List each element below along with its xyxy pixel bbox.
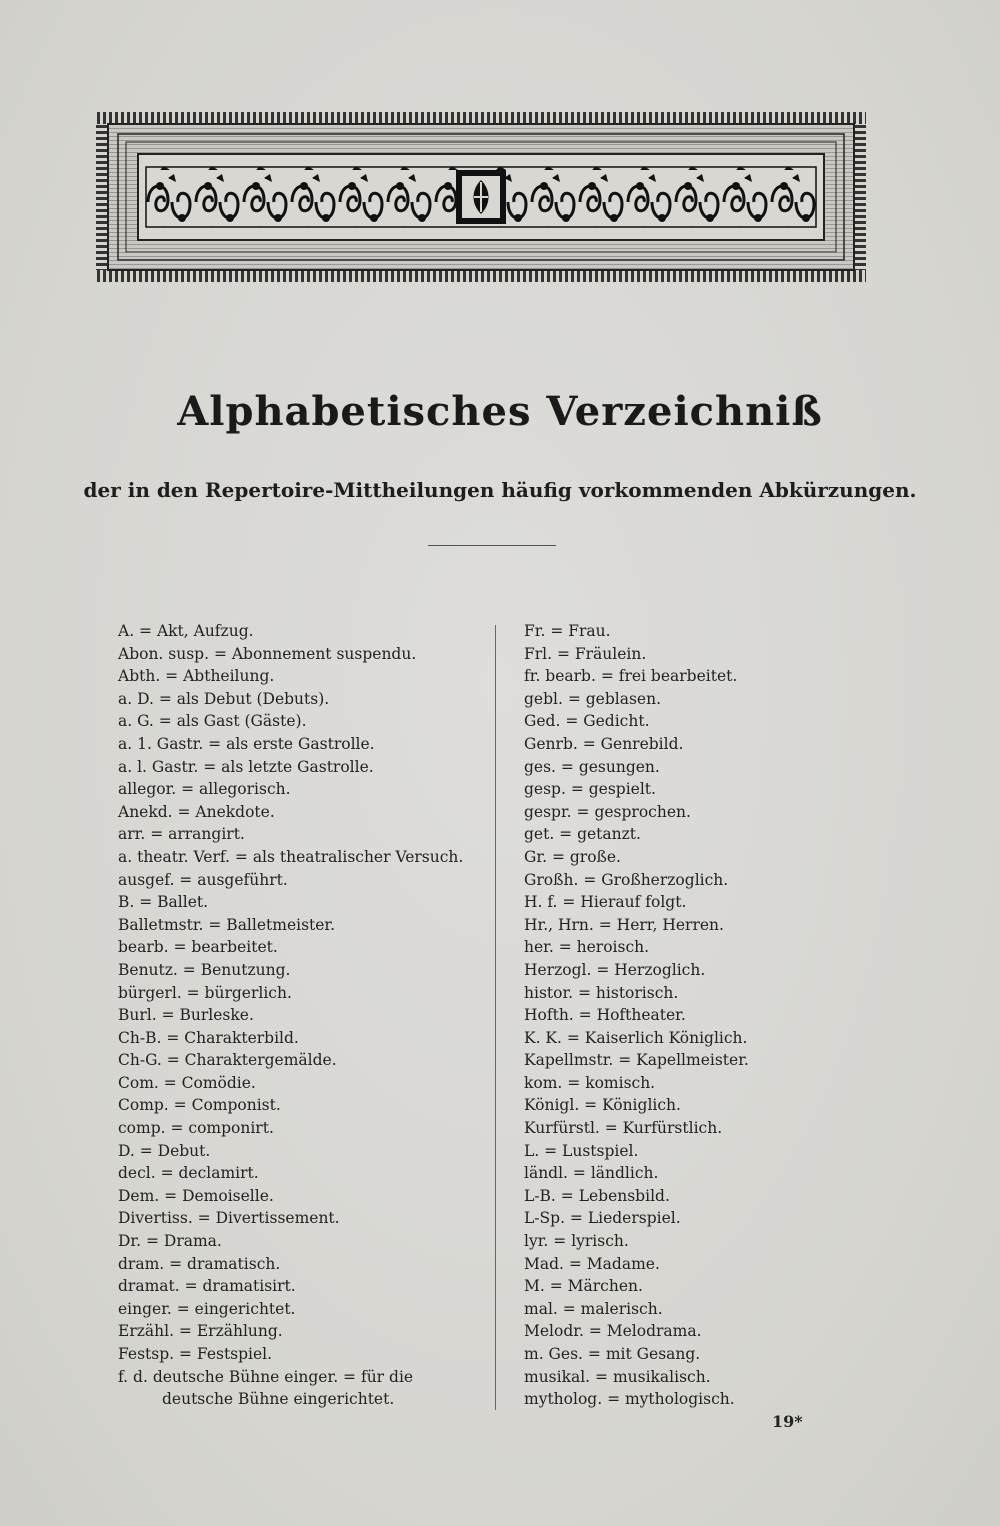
- list-item: Gr. = große.: [524, 847, 621, 866]
- list-item: Mad. = Madame.: [524, 1254, 660, 1273]
- list-item-multiline: [118, 1366, 478, 1411]
- page-number: 19*: [772, 1412, 803, 1431]
- list-item: Ch-B. = Charakterbild.: [118, 1028, 299, 1047]
- list-item: get. = getanzt.: [524, 825, 641, 844]
- list-item: musikal. = musikalisch.: [524, 1367, 711, 1386]
- list-item: Divertiss. = Divertissement.: [118, 1209, 340, 1228]
- list-item: Genrb. = Genrebild.: [524, 734, 684, 753]
- list-item: D. = Debut.: [118, 1141, 211, 1160]
- list-item: lyr. = lyrisch.: [524, 1232, 629, 1251]
- list-item: Dem. = Demoiselle.: [118, 1186, 274, 1205]
- list-item: Großh. = Großherzoglich.: [524, 870, 729, 889]
- list-item: L-Sp. = Liederspiel.: [524, 1209, 681, 1228]
- list-item: a. G. = als Gast (Gäste).: [118, 712, 307, 731]
- list-item: Kurfürstl. = Kurfürstlich.: [524, 1119, 723, 1138]
- list-item: Benutz. = Benutzung.: [118, 960, 291, 979]
- list-item: mal. = malerisch.: [524, 1299, 663, 1318]
- list-item: fr. bearb. = frei bearbeitet.: [524, 667, 738, 686]
- list-item: a. D. = als Debut (Debuts).: [118, 689, 330, 708]
- list-item-line: f. d. deutsche Bühne einger. = für die: [118, 1367, 414, 1386]
- list-item: M. = Märchen.: [524, 1277, 643, 1296]
- list-item: kom. = komisch.: [524, 1073, 656, 1092]
- list-item: Ch-G. = Charaktergemälde.: [118, 1051, 337, 1070]
- list-item: a. l. Gastr. = als letzte Gastrolle.: [118, 757, 374, 776]
- list-item: a. theatr. Verf. = als theatralischer Versuch.: [118, 847, 464, 866]
- list-item: Dr. = Drama.: [118, 1232, 222, 1251]
- list-item: gesp. = gespielt.: [524, 780, 656, 799]
- column-divider: [495, 625, 496, 1410]
- list-item: Erzähl. = Erzählung.: [118, 1322, 283, 1341]
- title-divider: [428, 545, 556, 546]
- list-item: Herzogl. = Herzoglich.: [524, 960, 706, 979]
- page-subtitle: der in den Repertoire-Mittheilungen häufig vorkommenden Abkürzungen.: [83, 478, 917, 502]
- list-item: L-B. = Lebensbild.: [524, 1186, 670, 1205]
- list-item: Comp. = Componist.: [118, 1096, 281, 1115]
- list-item: Abth. = Abtheilung.: [118, 667, 275, 686]
- list-item: ländl. = ländlich.: [524, 1164, 659, 1183]
- list-item: Festsp. = Festspiel.: [118, 1345, 273, 1363]
- list-item: Königl. = Königlich.: [524, 1096, 681, 1115]
- list-item: gespr. = gesprochen.: [524, 802, 691, 821]
- list-item: dramat. = dramatisirt.: [118, 1277, 296, 1296]
- list-item: decl. = declamirt.: [118, 1164, 259, 1183]
- list-item: Melodr. = Melodrama.: [524, 1322, 702, 1341]
- list-item: Frl. = Fräulein.: [524, 644, 647, 663]
- list-item: Kapellmstr. = Kapellmeister.: [524, 1051, 749, 1070]
- abbreviation-list-right: [524, 620, 824, 1411]
- list-item: Balletmstr. = Balletmeister.: [118, 915, 336, 934]
- floral-ornament-banner-icon: [96, 112, 866, 282]
- list-item: bearb. = bearbeitet.: [118, 938, 278, 957]
- list-item: L. = Lustspiel.: [524, 1141, 639, 1160]
- abbreviation-list-left: [118, 620, 478, 1411]
- page-title: Alphabetisches Verzeichniß: [177, 388, 823, 435]
- list-item: Com. = Comödie.: [118, 1073, 256, 1092]
- list-item: B. = Ballet.: [118, 893, 209, 912]
- list-item: allegor. = allegorisch.: [118, 780, 291, 799]
- list-item: Fr. = Frau.: [524, 622, 611, 640]
- list-item: m. Ges. = mit Gesang.: [524, 1345, 701, 1363]
- list-item: Ged. = Gedicht.: [524, 712, 650, 731]
- list-item: ges. = gesungen.: [524, 757, 660, 776]
- list-item: Hr., Hrn. = Herr, Herren.: [524, 915, 724, 934]
- list-item: bürgerl. = bürgerlich.: [118, 983, 292, 1002]
- list-item: Abon. susp. = Abonnement suspendu.: [118, 644, 417, 663]
- list-item: Hofth. = Hoftheater.: [524, 1006, 686, 1025]
- list-item: dram. = dramatisch.: [118, 1254, 281, 1273]
- list-item: her. = heroisch.: [524, 938, 650, 957]
- list-item: arr. = arrangirt.: [118, 825, 245, 844]
- list-item: Burl. = Burleske.: [118, 1006, 254, 1025]
- list-item: mytholog. = mythologisch.: [524, 1390, 735, 1409]
- list-item: gebl. = geblasen.: [524, 689, 661, 708]
- list-item: H. f. = Hierauf folgt.: [524, 893, 687, 912]
- list-item: comp. = componirt.: [118, 1119, 274, 1138]
- list-item: a. 1. Gastr. = als erste Gastrolle.: [118, 734, 375, 753]
- list-item: einger. = eingerichtet.: [118, 1299, 296, 1318]
- list-item: K. K. = Kaiserlich Königlich.: [524, 1028, 748, 1047]
- list-item: ausgef. = ausgeführt.: [118, 870, 288, 889]
- list-item-continuation: deutsche Bühne eingerichtet.: [162, 1390, 395, 1409]
- list-item: A. = Akt, Aufzug.: [118, 622, 254, 640]
- list-item: Anekd. = Anekdote.: [118, 802, 275, 821]
- list-item: histor. = historisch.: [524, 983, 679, 1002]
